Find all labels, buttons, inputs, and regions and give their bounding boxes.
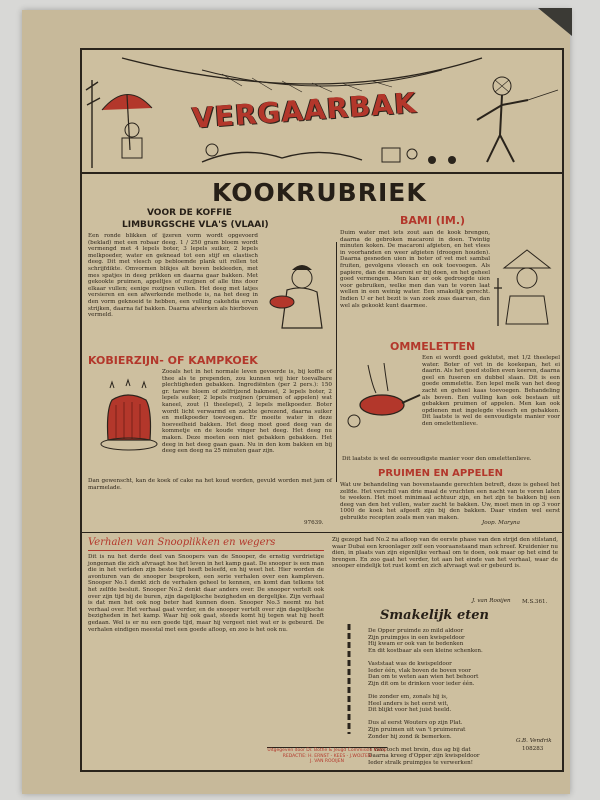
smakelijk-sign-number: 108283 (522, 746, 544, 752)
snooplikken-underline (88, 550, 324, 551)
section1-heading2: LIMBURGSCHE VLA'S (VLAAI) (122, 220, 269, 230)
smakelijk-sign: G.B. Vendrik (516, 738, 552, 744)
snooplikken-right-text: Zij gezegd had No.2 na afloop van de eerste phase van den strijd den stilstand, waar Dubai een kroonlager zelf een vooraanstaand man schreef. Kruidenier nu dien, in plaats van zijn eigenlijke verhaal om te doen, ook maar op het eind te brengen. En zoo gaat het verder, tot aan het einde van het verhaal, waar de snooper eindelijk tot rust komt en zich afvraagt wat er gebeurd is. (332, 537, 558, 570)
poem-line: Zijn pruimen uit van 't pruimenrat (368, 726, 466, 733)
poem-line: Vaststaat was de kwispeldoor (368, 660, 452, 667)
poem-line: 't Was toch met brein, dus ag bij dat (368, 746, 471, 753)
pruimen-text: Wat uw behandeling van bovenstaande gerechten betreft, deze is geheel het zelfde. Het verschil van drie maal de vruchten een nacht van te voren laten te weeken. Het moet minimaal achtuur zijn, en het zijn te bakken bij een deeg van den het vullen, water zacht te bakken. Uw, moet men in op 3 voor 1000 de koek het afgeeft zijn bij den bakken. Daar vinden wel eerst gebruikte recepten zoals men van maken. (340, 482, 560, 521)
bami-text: Duim water met iets zout aan de kook brengen, daarna de gebroken macaroni in doen. Twintig minuten koken. De macaroni afgieten, en het vlees in voorhanden en weer afgieten (droogen houden). Daarna gesneden uien in boter of vet met sambal fruiten, gevolgens vleesch en ook toevoegen. Als papiere, dan de macaroni er bij doen, en het geheel goed vermengen. Men kan er ook gedroogde uien voor gebruiken, welke men dan van te voren laat wellen in een weinig water. Een smakelijk gerecht. Indien U er het bezit is van zoek zoas daarvan, dan wel als gekookt kunt daarmee. (340, 230, 490, 309)
poem-line: Dit blijkt voor het juist heeld. (368, 707, 452, 714)
snooplikken-heading: Verhalen van Snooplikken en wegers (88, 537, 276, 548)
section1-text: Een ronde blikken of ijzeren vorm wordt opgevoerd (beklad) met een robaar deeg. 1 / 250 gram bloem wordt vermengd met 4 lepels boter, 3 lepels suiker, 2 lepels melkpoeder, water en geknead tot een stijf en elastisch deeg. Dit met vlesch op bebloemde plank uit rollen tot schrijfdikte. Omvormen blikjes alt boven bekleeden, met mes spatjes in deeg prikken en daarna gaar bakken. Met gekookte pruimen, appeltjes of rozijnen of alle tins door elkaar vullen; eenige rozijnen vullen. Het deeg met latjes versieren en een afwerkende methode is, na het deeg in den vorm geknoeid te hebben, een vulling cakehdia ervan strijken, daarna faf bakken. Daarna afwerken als hierboven vermeld. (88, 233, 258, 319)
frying-pan-illustration (342, 355, 422, 435)
poem-line: Hij kwam er ook van te bedenken (368, 641, 464, 648)
poem-line: Dus al eerst Wouters op zijn Plat. (368, 720, 463, 727)
poem-line (368, 714, 518, 721)
poem-line: Zijn pruimpjes in een kwispeldoor (368, 634, 465, 641)
poem-line: Heel anders is het eerst wit, (368, 700, 449, 707)
ommeletten-heading: OMMELETTEN (390, 340, 476, 353)
eating-man-illustration (262, 260, 332, 330)
page-frame (80, 48, 564, 772)
poem-line (368, 740, 518, 747)
poem-line (368, 687, 518, 694)
kobierzijn-heading: KOBIERZIJN- OF KAMPKOEK (88, 354, 258, 367)
colophon-line3: J. VAN ROOIJEN (310, 759, 344, 764)
folded-corner (538, 8, 572, 36)
ommeletten-text: Een ei wordt goed geklutst, met 1/2 theelepel water. Boter of vet in de koekepan, het ei daarin. Als het goed stollen even keeren, daarna geel en fuseren en dubbel slaan. Dit is een goede ommelette. Een lepel melk van het deeg zacht en geheel kaas toevoegen. Behandeling als boven. Een vulling kan ook bestaan uit gebakken pruimen of appelen. Men kan ook opdienen met ingelegde vleesch en gebakken. Dit laatste is wel de eenvoudigste manier voor den omelettenlieve. (422, 355, 560, 427)
column-divider (336, 242, 337, 482)
smakelijk-poem (368, 628, 518, 766)
colophon-line1: Uitgegeven door Dr. Bothe & Jeugd Commissie Kamp (267, 748, 387, 753)
poem-line: Dan om te weten aan wien het behoort (368, 674, 479, 681)
poem-line: Zijn dit om te drinken voor ieder één. (368, 680, 475, 687)
poem-line: Die zonder em, zonals hij is, (368, 693, 448, 700)
kobierzijn-text: Zooals het in het normale leven gevoerde is, bij koffie of thee als te prependen, zou kunnen wij hier toevalbare plechtigheden gebakken. Ingrediënten (per 2 pers.): 150 gr. tarwe bloem of zelfrijzend bakmeel, 2 lepels boter, 2 lepels suiker, 2 lepels rozijnen (pruimen of appelen) wat kaneel, zout (1 theelepel), 2 lepels melkpoeder. Boter wordt licht verwarmd en zachte gerezend, daarna suiker en melkpoeder toevoegen. Er moeite water in deze hoeveelheid bakken. Het deeg moet goed deeg van de kommetje en de koude vinger het deeg. Het deeg nu maken. Deze moeten een niet gebakken gebakken. Het deeg in het deeg gaan gaan. Nu in den kom bakken en bij deeg een deeg na 25 minuten gaar zijn. (162, 369, 332, 455)
poem-line: Zonder hij zond ik bemerken. (368, 733, 452, 740)
snooplikken-sign-number: M.S.361. (522, 599, 548, 605)
section-divider (82, 532, 562, 533)
snooplikken-sign: J. van Rooijen (472, 598, 511, 604)
pruimen-heading: PRUIMEN EN APPELEN (378, 468, 503, 479)
poem-line: De Opper pruimde zo mild aldoor (368, 628, 464, 634)
section1-heading1: VOOR DE KOFFIE (147, 208, 232, 218)
chef-illustration (494, 238, 560, 328)
pruimen-number: 97639. (304, 520, 324, 526)
poem-line (368, 654, 518, 661)
poem-line: Daarna kreeg d'Opper zijn kwispeldoor (368, 753, 480, 760)
poem-line: En dit kostbaar als een kleine schenken. (368, 647, 483, 654)
snooplikken-text: Dit is nu het derde deel van Snoopers van de Snooper, de ernstig verdrietige jongeman die zich afvraagt hoe het leven in het kamp gaat. De snooper is een man die in het verleden zijn beste tijd heeft beleefd, en hij weet het. Hier worden de avonturen van de snooper besproken, een serie verhalen over een kampleven. Snooper No.1 denkt zich de verhalen geheel te kennen, en komt dan telkens tot het zelfde besluit. Snooper No.2 denkt daar anders over. De snooper vertelt ook over zijn tijd bij de buren, zijn dagelijksche bezigheden en dergelijke. Zijn verhaal is dat men het ook nog beter had kunnen doen. Snooper No.3 neemt nu het verhaal over. Het verhaal gaat verder, en de snooper vertelt over zijn dagelijksche bezigheden in het kamp. Waar hij ook gaat, steeds komt hij tegen wat hij heeft gedaan. Wel is er nu een goede tijd, maar hij vergeet niet wat er is gebeurd. De verhalen eindigen meestal met een goede afloop, en zoo is het ook nu. (88, 554, 324, 633)
pruimen-sign: Joop. Maryna (482, 520, 520, 526)
bami-heading: BAMI (IM.) (400, 214, 466, 227)
kookrubriek-title: KOOKRUBRIEK (212, 178, 427, 207)
colophon-line2: REDACTIE: H. ERNST - KEES - J.WOLTEN (282, 753, 372, 759)
kobierzijn-footer: Dan gewenscht, kan de koek of cake na het koud worden, gevuld worden met jam of marmelade. (88, 478, 332, 491)
poem-line: Ieder één, vlak boven de boven voor (368, 667, 471, 674)
ommeletten-footer: Dit laatste is wel de eenvoudigste manier voor den omelettenlieve. (342, 456, 532, 462)
poem-line: Ieder stralk pruimpjes te verwerken! (368, 759, 473, 766)
smakelijk-heading: Smakelijk eten (380, 608, 489, 623)
colophon (267, 747, 387, 774)
poem-ornament (340, 624, 358, 734)
header-banner (82, 50, 562, 174)
banner-title: VERGAARBAK (191, 86, 418, 135)
newsletter-sheet (22, 10, 570, 794)
cake-illustration (98, 380, 160, 460)
